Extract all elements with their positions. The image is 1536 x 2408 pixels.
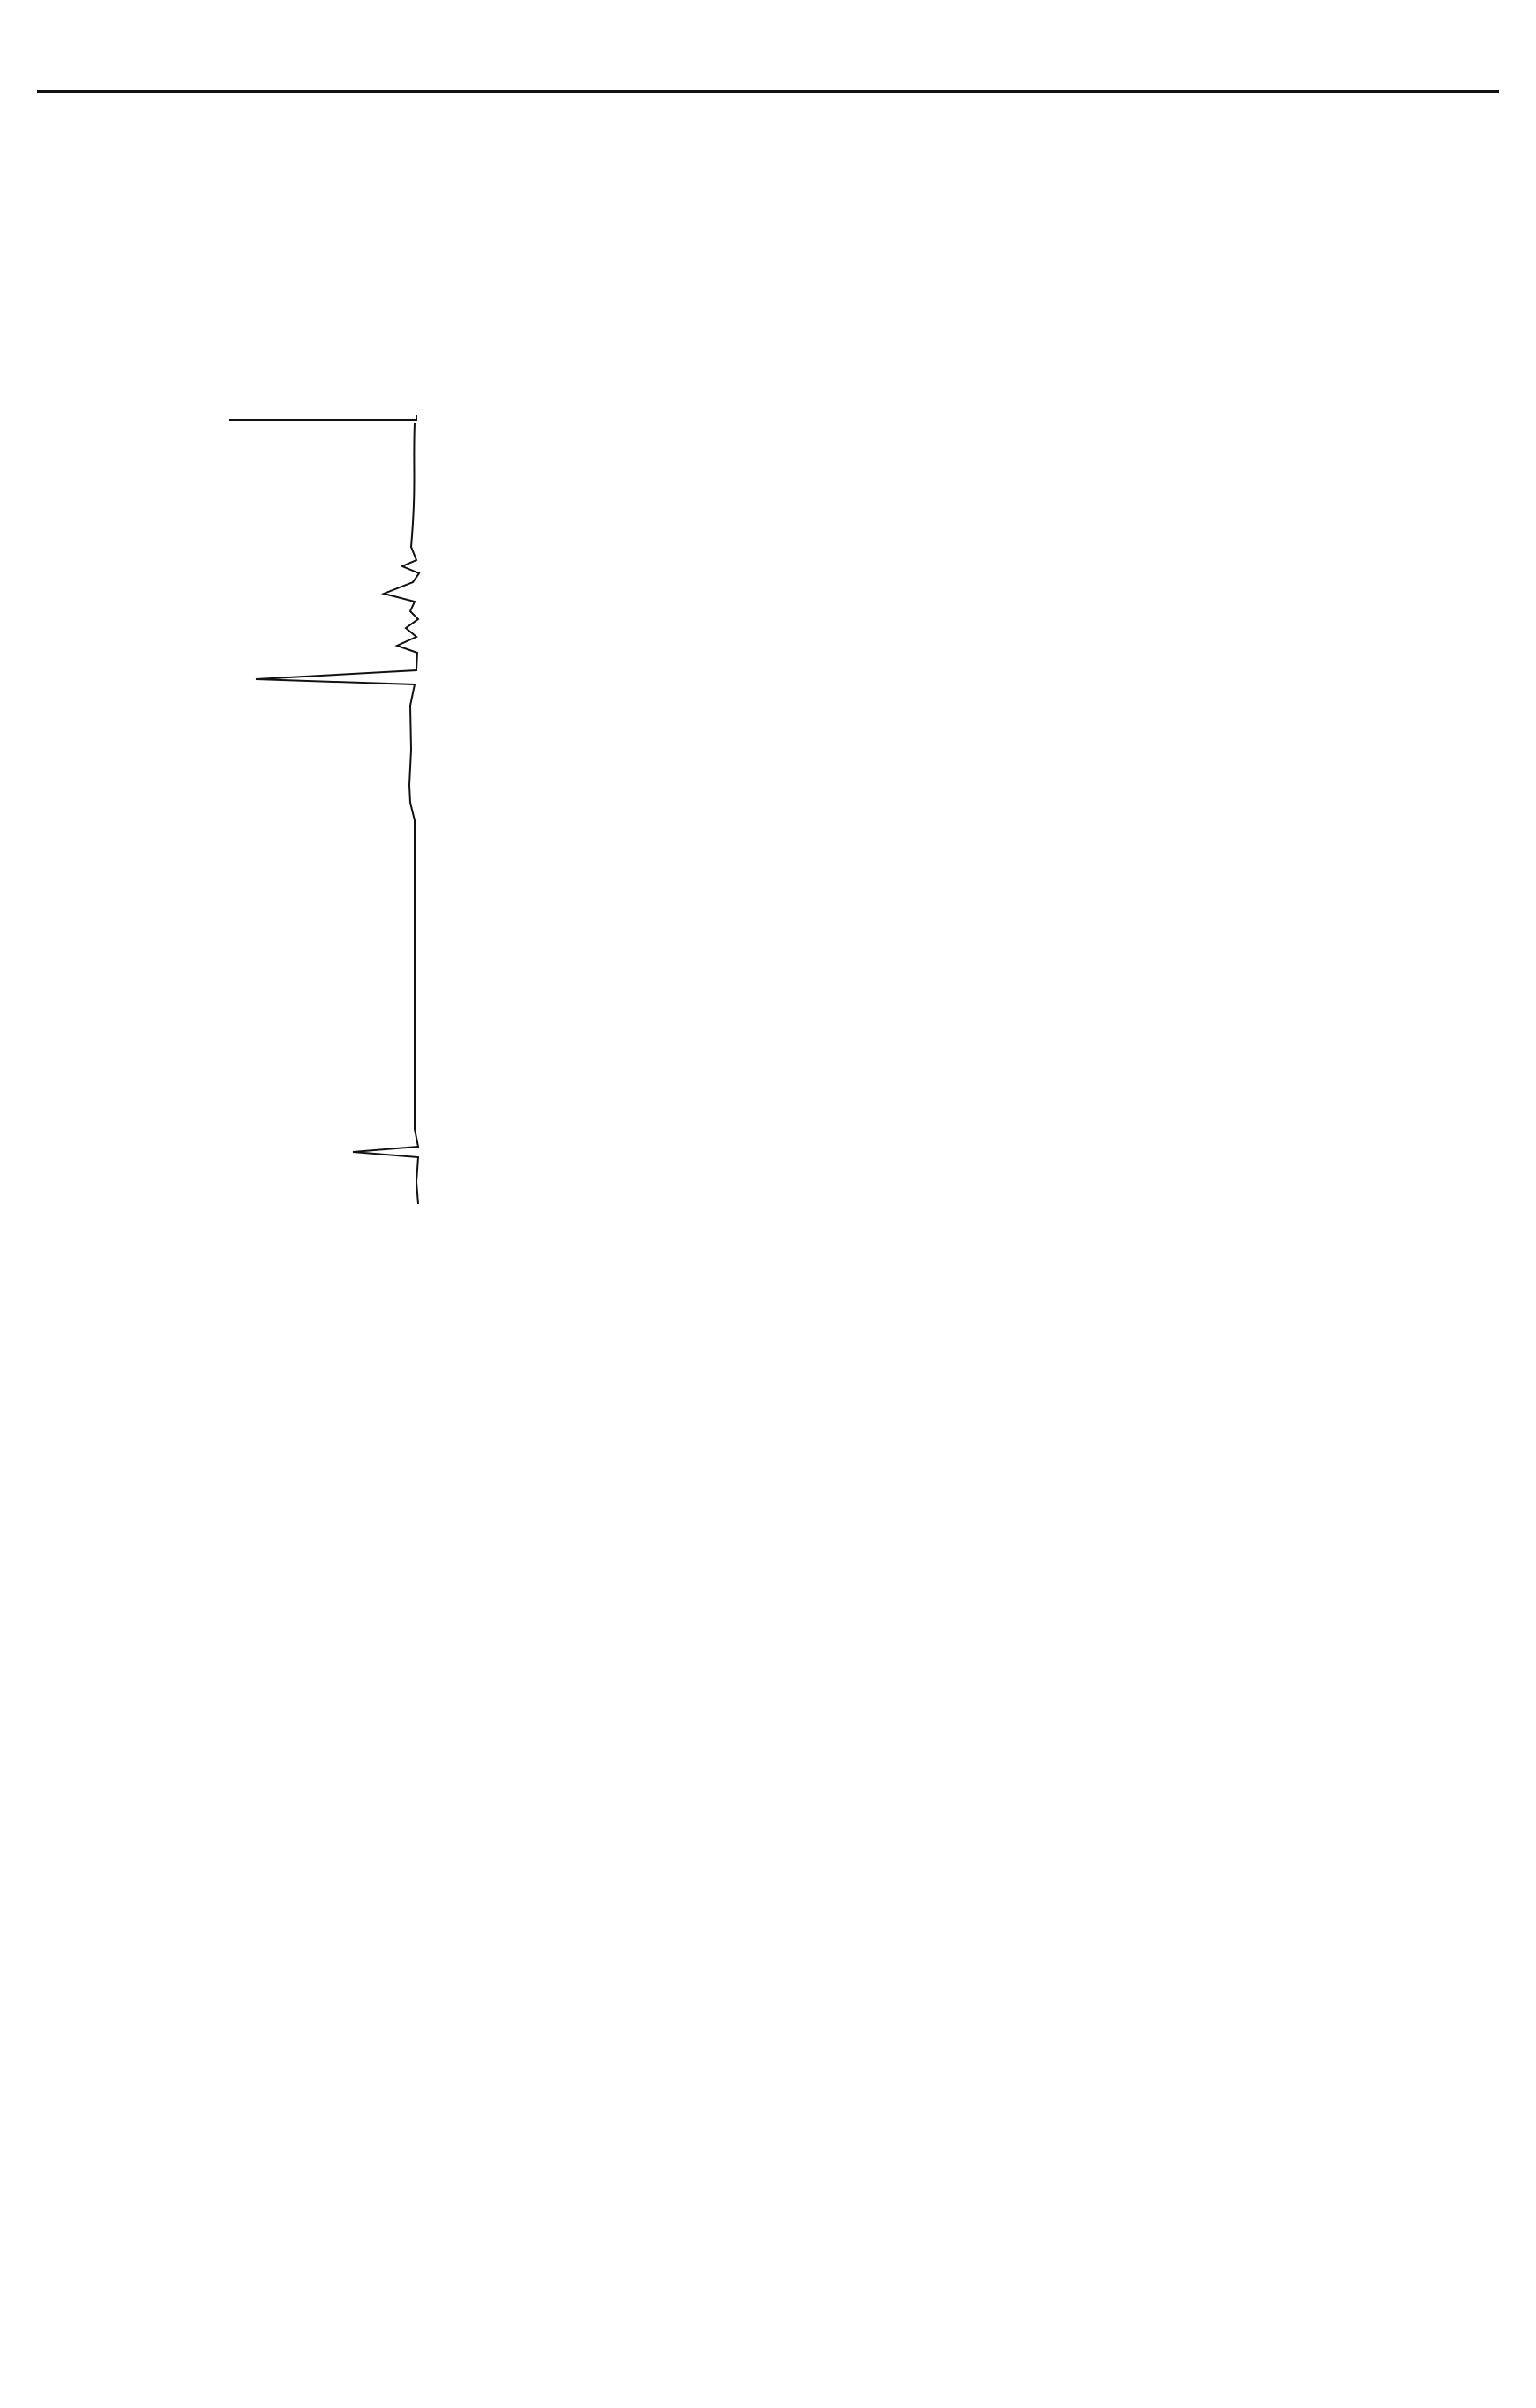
page-header [37, 25, 1499, 78]
h9-peak [229, 415, 416, 420]
hmbc-spectrum-chart [229, 415, 1315, 1226]
proton-projection-trace [256, 423, 419, 1204]
hmbc-figure [229, 415, 1315, 1226]
header-rule [37, 90, 1499, 93]
